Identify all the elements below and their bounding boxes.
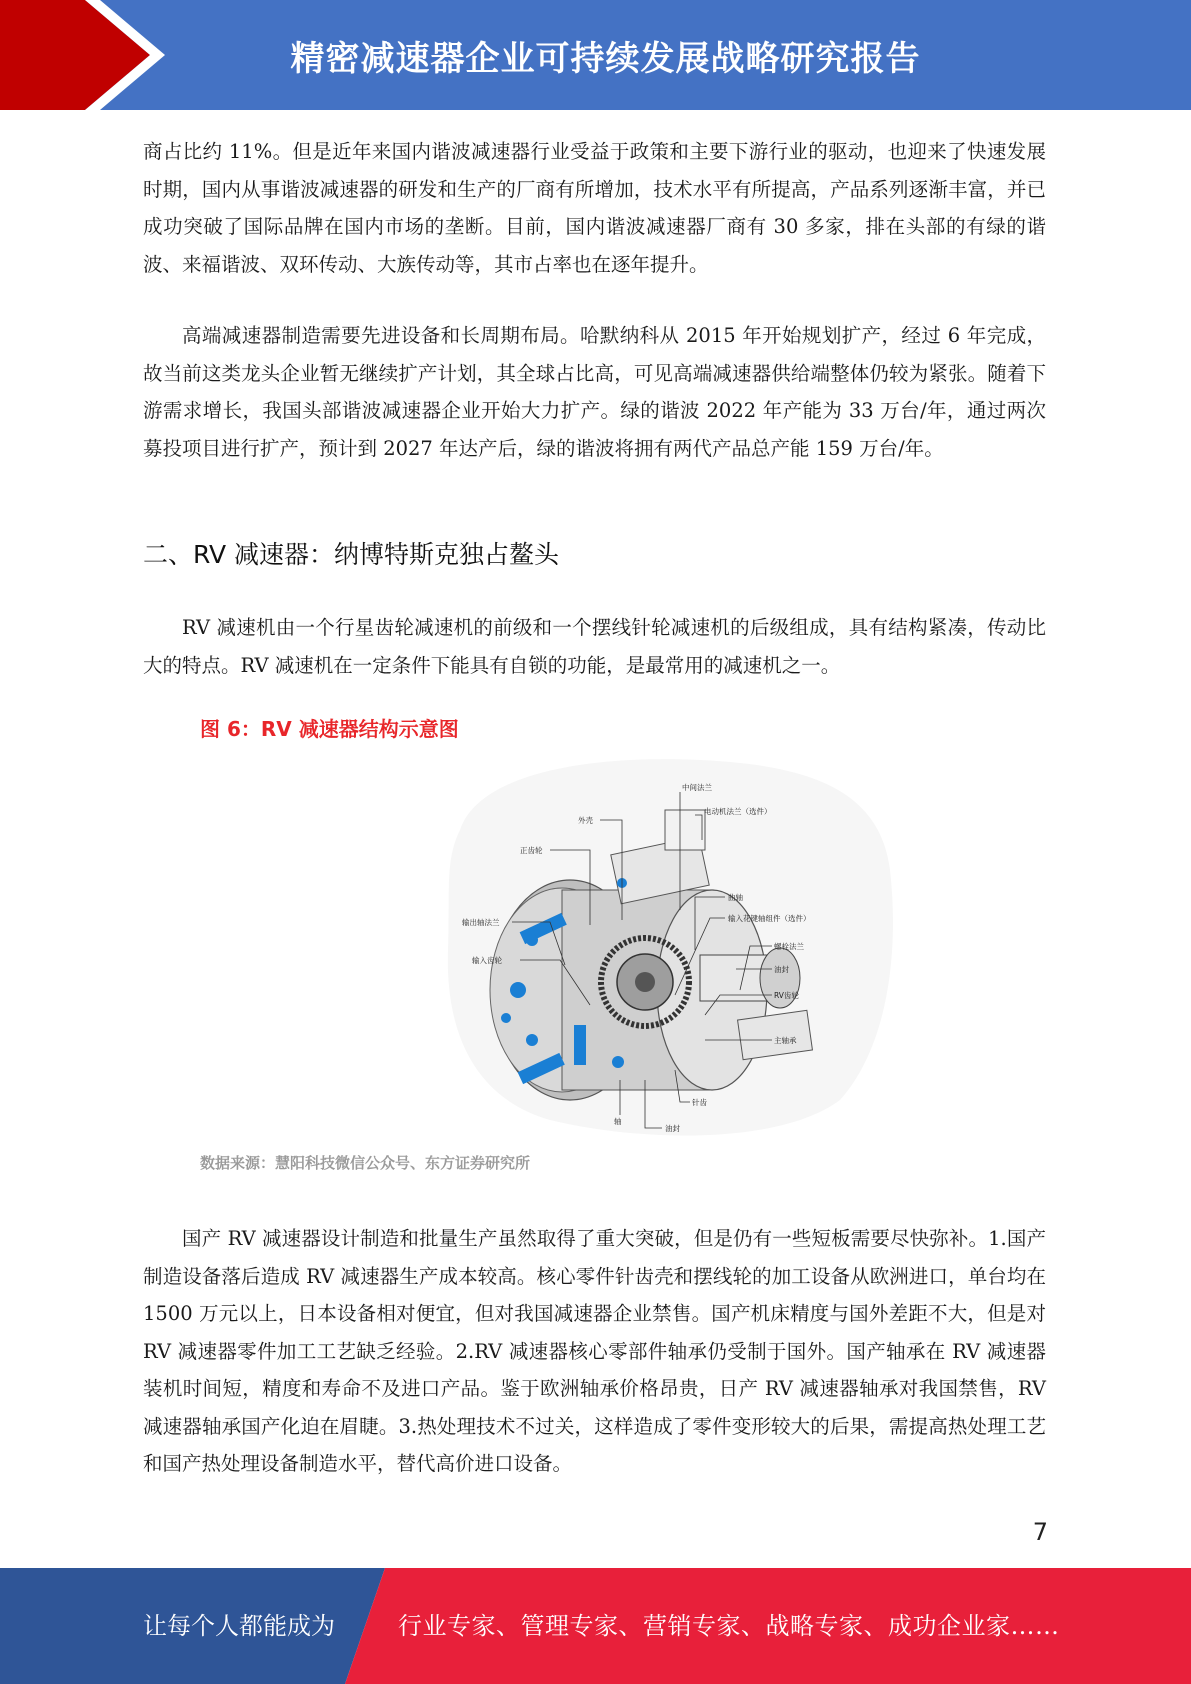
footer-slogan-left: 让每个人都能成为 bbox=[143, 1612, 335, 1640]
label-spur-gear: 正齿轮 bbox=[520, 846, 543, 855]
label-pin-gear: 针齿 bbox=[692, 1098, 707, 1107]
label-middle-flange: 中间法兰 bbox=[682, 783, 712, 792]
paragraph-2: 高端减速器制造需要先进设备和长周期布局。哈默纳科从 2015 年开始规划扩产，经过 6 年完成，故当前这类龙头企业暂无继续扩产计划，其全球占比高，可见高端减速器供给端整体仍较为紧张。随着下游需求增长，我国头部谐波减速器企业开始大力扩产。绿的谐波 2022 年产能为 33 万台/年，通过两次募投项目进行扩产，预计到 2027 年达产后，绿的谐波将拥有两代产品总产能 159 万台/年。 bbox=[143, 324, 1046, 460]
label-rv-gear: RV齿轮 bbox=[774, 991, 799, 1000]
label-main-bearing: 主轴承 bbox=[774, 1036, 797, 1045]
label-input-spline: 输入花键轴组件（选件） bbox=[728, 914, 811, 923]
label-motor-flange: 电动机法兰（选件） bbox=[704, 807, 772, 816]
page-header bbox=[0, 0, 1191, 110]
label-oil-seal-1: 油封 bbox=[774, 965, 789, 974]
label-bolt-flange: 螺栓法兰 bbox=[774, 942, 804, 951]
section-heading: 二、RV 减速器：纳博特斯克独占鳌头 bbox=[143, 540, 560, 569]
paragraph-4: 国产 RV 减速器设计制造和批量生产虽然取得了重大突破，但是仍有一些短板需要尽快弥补。1.国产制造设备落后造成 RV 减速器生产成本较高。核心零件针齿壳和摆线轮的加工设备从欧洲进口，单台均在 1500 万元以上，日本设备相对便宜，但对我国减速器企业禁售。国产机床精度与国外差距不大，但是对 RV 减速器零件加工工艺缺乏经验。2.RV 减速器核心零部件轴承仍受制于国外。国产轴承在 RV 减速器装机时间短，精度和寿命不及进口产品。鉴于欧洲轴承价格昂贵，日产 RV 减速器轴承对我国禁售，RV 减速器轴承国产化迫在眉睫。3.热处理技术不过关，这样造成了零件变形较大的后果，需提高热处理工艺和国产热处理设备制造水平，替代高价进口设备。 bbox=[143, 1227, 1046, 1475]
page-number: 7 bbox=[1032, 1518, 1048, 1546]
figure-source: 数据来源：慧阳科技微信公众号、东方证券研究所 bbox=[200, 1154, 531, 1172]
label-shaft: 轴 bbox=[614, 1117, 622, 1126]
paragraph-3: RV 减速机由一个行星齿轮减速机的前级和一个摆线针轮减速机的后级组成，具有结构紧凑，传动比大的特点。RV 减速机在一定条件下能具有自锁的功能，是最常用的减速机之一。 bbox=[143, 616, 1046, 677]
rv-reducer-illustration bbox=[440, 750, 900, 1145]
label-housing: 外壳 bbox=[578, 816, 593, 825]
label-crankshaft: 曲轴 bbox=[728, 893, 743, 902]
figure-title: 图 6：RV 减速器结构示意图 bbox=[200, 717, 459, 741]
rv-reducer-diagram bbox=[440, 750, 900, 1145]
footer-slogan-right: 行业专家、管理专家、营销专家、战略专家、成功企业家…… bbox=[398, 1612, 1060, 1640]
paragraph-1: 商占比约 11%。但是近年来国内谐波减速器行业受益于政策和主要下游行业的驱动，也迎来了快速发展时期，国内从事谐波减速器的研发和生产的厂商有所增加，技术水平有所提高，产品系列逐渐丰富，并已成功突破了国际品牌在国内市场的垄断。目前，国内谐波减速器厂商有 30 多家，排在头部的有绿的谐波、来福谐波、双环传动、大族传动等，其市占率也在逐年提升。 bbox=[143, 140, 1046, 276]
label-oil-seal-2: 油封 bbox=[665, 1124, 680, 1133]
header-red-arrow bbox=[0, 0, 150, 110]
label-output-flange: 输出轴法兰 bbox=[462, 918, 500, 927]
page-footer bbox=[0, 1568, 1191, 1684]
report-title: 精密减速器企业可持续发展战略研究报告 bbox=[290, 38, 921, 79]
label-input-gear: 输入齿轮 bbox=[472, 956, 502, 965]
